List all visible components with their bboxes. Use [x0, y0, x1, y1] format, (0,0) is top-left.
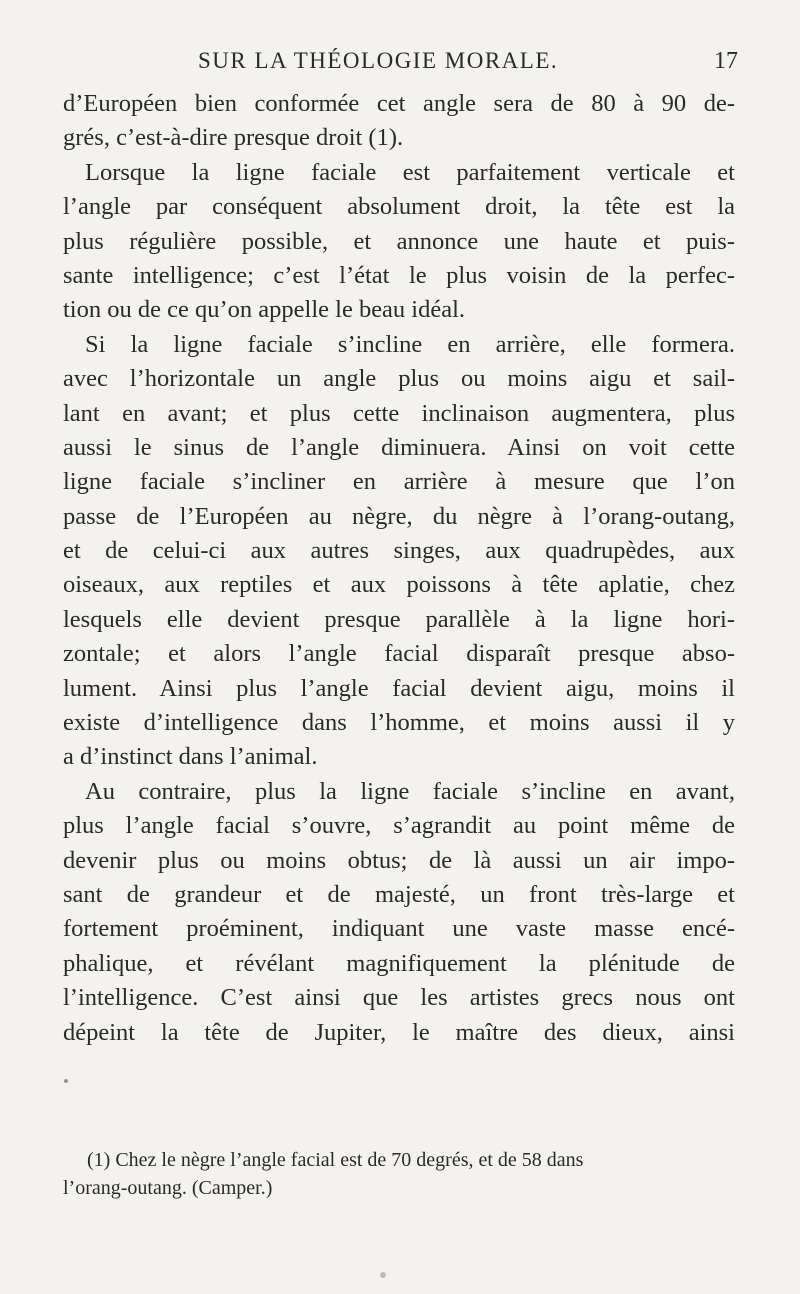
text-line: lument. Ainsi plus l’angle facial devient aigu, moins il — [63, 674, 735, 702]
print-speck — [380, 1272, 386, 1278]
text-line: sante intelligence; c’est l’état le plus voisin de la perfec- — [63, 261, 735, 289]
text-line: grés, c’est-à-dire presque droit (1). — [63, 124, 404, 152]
text-line: plus régulière possible, et annonce une haute et puis- — [63, 227, 735, 255]
text-line: tion ou de ce qu’on appelle le beau idéal. — [63, 296, 466, 324]
print-speck — [64, 1079, 68, 1083]
paragraph-start-line: Lorsque la ligne faciale est parfaitement verticale et — [85, 158, 735, 186]
footnote-line: l’orang-outang. (Camper.) — [63, 1177, 273, 1199]
text-line: dépeint la tête de Jupiter, le maître des dieux, ainsi — [63, 1018, 735, 1046]
footnote — [63, 1146, 735, 1202]
page-number: 17 — [714, 48, 738, 74]
text-line: avec l’horizontale un angle plus ou moins aigu et sail- — [63, 365, 735, 393]
body-text — [63, 87, 735, 1050]
text-line: fortement proéminent, indiquant une vaste masse encé- — [63, 915, 735, 943]
footnote-line: (1) Chez le nègre l’angle facial est de 70 degrés, et de 58 dans — [87, 1149, 584, 1171]
paragraph-start-line: Si la ligne faciale s’incline en arrière, elle formera. — [85, 330, 735, 358]
text-line: aussi le sinus de l’angle diminuera. Ainsi on voit cette — [63, 433, 735, 461]
text-line: ligne faciale s’incliner en arrière à mesure que l’on — [63, 468, 735, 496]
text-line: oiseaux, aux reptiles et aux poissons à tête aplatie, chez — [63, 571, 735, 599]
running-title: SUR LA THÉOLOGIE MORALE. — [198, 48, 559, 73]
text-line: zontale; et alors l’angle facial disparaît presque abso- — [63, 640, 735, 668]
text-line: et de celui-ci aux autres singes, aux quadrupèdes, aux — [63, 537, 735, 565]
text-line: lesquels elle devient presque parallèle à la ligne hori- — [63, 605, 735, 633]
text-line: phalique, et révélant magnifiquement la plénitude de — [63, 949, 735, 977]
page-header — [198, 48, 738, 88]
text-line: sant de grandeur et de majesté, un front très-large et — [63, 880, 735, 908]
text-line: l’angle par conséquent absolument droit, la tête est la — [63, 193, 735, 221]
text-line: d’Européen bien conformée cet angle sera de 80 à 90 de- — [63, 90, 735, 117]
text-line: existe d’intelligence dans l’homme, et moins aussi il y — [63, 709, 735, 737]
text-line: passe de l’Européen au nègre, du nègre à l’orang-outang, — [63, 502, 735, 530]
text-line: lant en avant; et plus cette inclinaison augmentera, plus — [63, 399, 735, 427]
text-line: a d’instinct dans l’animal. — [63, 743, 318, 771]
text-line: plus l’angle facial s’ouvre, s’agrandit au point même de — [63, 812, 735, 840]
text-line: l’intelligence. C’est ainsi que les artistes grecs nous ont — [63, 984, 735, 1012]
text-line: devenir plus ou moins obtus; de là aussi un air impo- — [63, 846, 735, 874]
paragraph-start-line: Au contraire, plus la ligne faciale s’incline en avant, — [85, 777, 735, 805]
